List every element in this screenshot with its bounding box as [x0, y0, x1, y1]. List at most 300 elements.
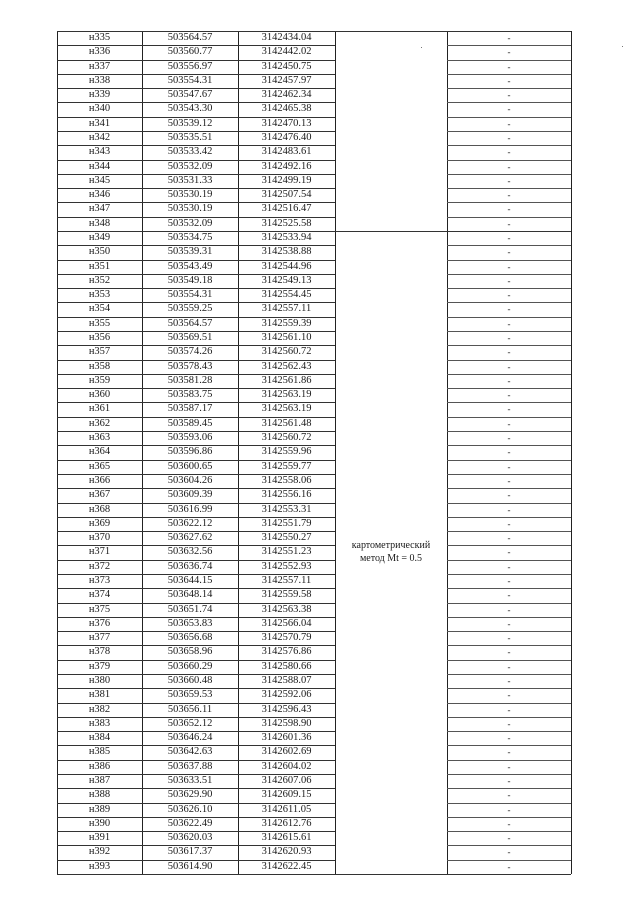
x-coordinate-cell: 503549.18 — [167, 274, 213, 286]
point-id-cell: н387 — [88, 774, 111, 786]
y-coordinate-cell: 3142557.11 — [261, 574, 312, 586]
point-id-cell: н354 — [88, 303, 111, 315]
accuracy-cell: - — [507, 618, 511, 629]
row-rule — [447, 331, 571, 332]
x-coordinate-cell: 503651.74 — [167, 603, 213, 615]
y-coordinate-cell: 3142560.72 — [261, 346, 312, 358]
accuracy-cell: - — [507, 390, 511, 401]
row-rule — [57, 845, 335, 846]
row-rule — [447, 717, 571, 718]
point-id-cell: н343 — [88, 146, 111, 158]
point-id-cell: н368 — [88, 503, 111, 515]
row-rule — [57, 474, 335, 475]
row-rule — [447, 417, 571, 418]
row-rule — [447, 774, 571, 775]
y-coordinate-cell: 3142442.02 — [261, 46, 312, 58]
row-rule — [447, 374, 571, 375]
point-id-cell: н352 — [88, 274, 111, 286]
row-rule — [447, 760, 571, 761]
x-coordinate-cell: 503633.51 — [167, 774, 213, 786]
y-coordinate-cell: 3142499.19 — [261, 174, 312, 186]
row-rule — [447, 745, 571, 746]
accuracy-cell: - — [507, 790, 511, 801]
accuracy-cell: - — [507, 747, 511, 758]
x-coordinate-cell: 503656.11 — [167, 703, 213, 715]
point-id-cell: н370 — [88, 532, 111, 544]
row-rule — [447, 131, 571, 132]
accuracy-cell: - — [507, 690, 511, 701]
row-rule — [447, 731, 571, 732]
scan-speck — [421, 47, 422, 48]
accuracy-cell: - — [507, 261, 511, 272]
y-coordinate-cell: 3142563.19 — [261, 403, 312, 415]
x-coordinate-cell: 503609.39 — [167, 489, 213, 501]
x-coordinate-cell: 503629.90 — [167, 789, 213, 801]
row-rule — [447, 603, 571, 604]
x-coordinate-cell: 503589.45 — [167, 417, 213, 429]
x-coordinate-cell: 503659.53 — [167, 689, 213, 701]
row-rule — [57, 460, 335, 461]
row-rule — [447, 202, 571, 203]
row-rule — [57, 803, 335, 804]
accuracy-cell: - — [507, 433, 511, 444]
accuracy-cell: - — [507, 361, 511, 372]
point-id-cell: н348 — [88, 217, 111, 229]
y-coordinate-cell: 3142465.38 — [261, 103, 312, 115]
point-id-cell: н362 — [88, 417, 111, 429]
row-rule — [57, 760, 335, 761]
x-coordinate-cell: 503535.51 — [167, 132, 213, 144]
row-rule — [447, 88, 571, 89]
point-id-cell: н373 — [88, 574, 111, 586]
x-coordinate-cell: 503620.03 — [167, 832, 213, 844]
row-rule — [447, 160, 571, 161]
row-rule — [57, 517, 335, 518]
row-rule — [447, 574, 571, 575]
row-rule — [57, 131, 335, 132]
y-coordinate-cell: 3142602.69 — [261, 746, 312, 758]
x-coordinate-cell: 503532.09 — [167, 160, 213, 172]
y-coordinate-cell: 3142551.79 — [261, 517, 312, 529]
x-coordinate-cell: 503593.06 — [167, 432, 213, 444]
y-coordinate-cell: 3142450.75 — [261, 60, 312, 72]
y-coordinate-cell: 3142561.86 — [261, 374, 312, 386]
y-coordinate-cell: 3142556.16 — [261, 489, 312, 501]
accuracy-cell: - — [507, 833, 511, 844]
row-rule — [447, 788, 571, 789]
y-coordinate-cell: 3142612.76 — [261, 817, 312, 829]
row-rule — [447, 674, 571, 675]
accuracy-cell: - — [507, 104, 511, 115]
x-coordinate-cell: 503564.57 — [167, 317, 213, 329]
x-coordinate-cell: 503564.57 — [167, 32, 213, 43]
accuracy-cell: - — [507, 604, 511, 615]
column-divider — [335, 31, 336, 874]
point-id-cell: н376 — [88, 617, 111, 629]
accuracy-cell: - — [507, 547, 511, 558]
accuracy-cell: - — [507, 333, 511, 344]
x-coordinate-cell: 503556.97 — [167, 60, 213, 72]
x-coordinate-cell: 503632.56 — [167, 546, 213, 558]
y-coordinate-cell: 3142483.61 — [261, 146, 312, 158]
accuracy-cell: - — [507, 304, 511, 315]
point-id-cell: н381 — [88, 689, 111, 701]
point-id-cell: н360 — [88, 389, 111, 401]
accuracy-cell: - — [507, 818, 511, 829]
y-coordinate-cell: 3142559.39 — [261, 317, 312, 329]
x-coordinate-cell: 503653.83 — [167, 617, 213, 629]
y-coordinate-cell: 3142596.43 — [261, 703, 312, 715]
point-id-cell: н369 — [88, 517, 111, 529]
accuracy-cell: - — [507, 290, 511, 301]
accuracy-cell: - — [507, 404, 511, 415]
row-rule — [447, 117, 571, 118]
row-rule — [447, 74, 571, 75]
y-coordinate-cell: 3142434.04 — [261, 32, 312, 43]
y-coordinate-cell: 3142611.05 — [261, 803, 312, 815]
accuracy-cell: - — [507, 590, 511, 601]
row-rule — [57, 202, 335, 203]
y-coordinate-cell: 3142566.04 — [261, 617, 312, 629]
y-coordinate-cell: 3142550.27 — [261, 532, 312, 544]
row-rule — [447, 617, 571, 618]
point-id-cell: н335 — [88, 32, 111, 43]
row-rule — [447, 503, 571, 504]
row-rule — [57, 274, 335, 275]
point-id-cell: н375 — [88, 603, 111, 615]
accuracy-cell: - — [507, 504, 511, 515]
y-coordinate-cell: 3142607.06 — [261, 774, 312, 786]
x-coordinate-cell: 503660.48 — [167, 674, 213, 686]
x-coordinate-cell: 503533.42 — [167, 146, 213, 158]
point-id-cell: н345 — [88, 174, 111, 186]
x-coordinate-cell: 503581.28 — [167, 374, 213, 386]
row-rule — [57, 831, 335, 832]
x-coordinate-cell: 503614.90 — [167, 860, 213, 872]
point-id-cell: н367 — [88, 489, 111, 501]
row-rule — [57, 717, 335, 718]
y-coordinate-cell: 3142553.31 — [261, 503, 312, 515]
x-coordinate-cell: 503547.67 — [167, 89, 213, 101]
x-coordinate-cell: 503617.37 — [167, 846, 213, 858]
accuracy-cell: - — [507, 233, 511, 244]
y-coordinate-cell: 3142580.66 — [261, 660, 312, 672]
y-coordinate-cell: 3142492.16 — [261, 160, 312, 172]
x-coordinate-cell: 503530.19 — [167, 189, 213, 201]
x-coordinate-cell: 503627.62 — [167, 532, 213, 544]
row-rule — [447, 60, 571, 61]
row-rule — [57, 188, 335, 189]
row-rule — [57, 388, 335, 389]
y-coordinate-cell: 3142592.06 — [261, 689, 312, 701]
row-rule — [57, 531, 335, 532]
point-id-cell: н390 — [88, 817, 111, 829]
x-coordinate-cell: 503648.14 — [167, 589, 213, 601]
row-rule — [447, 317, 571, 318]
accuracy-cell: - — [507, 118, 511, 129]
x-coordinate-cell: 503574.26 — [167, 346, 213, 358]
row-rule — [447, 560, 571, 561]
row-rule — [57, 788, 335, 789]
point-id-cell: н350 — [88, 246, 111, 258]
table-border-right — [571, 31, 572, 874]
accuracy-cell: - — [507, 218, 511, 229]
row-rule — [57, 45, 335, 46]
accuracy-cell: - — [507, 161, 511, 172]
y-coordinate-cell: 3142558.06 — [261, 474, 312, 486]
point-id-cell: н351 — [88, 260, 111, 272]
row-rule — [447, 860, 571, 861]
x-coordinate-cell: 503622.12 — [167, 517, 213, 529]
x-coordinate-cell: 503596.86 — [167, 446, 213, 458]
row-rule — [57, 402, 335, 403]
row-rule — [57, 503, 335, 504]
row-rule — [447, 288, 571, 289]
y-coordinate-cell: 3142563.38 — [261, 603, 312, 615]
accuracy-cell: - — [507, 47, 511, 58]
point-id-cell: н379 — [88, 660, 111, 672]
point-id-cell: н389 — [88, 803, 111, 815]
row-rule — [57, 674, 335, 675]
point-id-cell: н384 — [88, 732, 111, 744]
y-coordinate-cell: 3142559.77 — [261, 460, 312, 472]
x-coordinate-cell: 503532.09 — [167, 217, 213, 229]
row-rule — [447, 488, 571, 489]
point-id-cell: н393 — [88, 860, 111, 872]
y-coordinate-cell: 3142559.58 — [261, 589, 312, 601]
accuracy-cell: - — [507, 75, 511, 86]
row-rule — [447, 817, 571, 818]
row-rule — [447, 660, 571, 661]
x-coordinate-cell: 503658.96 — [167, 646, 213, 658]
point-id-cell: н366 — [88, 474, 111, 486]
y-coordinate-cell: 3142588.07 — [261, 674, 312, 686]
accuracy-cell: - — [507, 733, 511, 744]
accuracy-cell: - — [507, 247, 511, 258]
row-rule — [57, 617, 335, 618]
accuracy-cell: - — [507, 147, 511, 158]
x-coordinate-cell: 503652.12 — [167, 717, 213, 729]
x-coordinate-cell: 503531.33 — [167, 174, 213, 186]
x-coordinate-cell: 503534.75 — [167, 232, 213, 244]
accuracy-cell: - — [507, 461, 511, 472]
y-coordinate-cell: 3142620.93 — [261, 846, 312, 858]
y-coordinate-cell: 3142576.86 — [261, 646, 312, 658]
y-coordinate-cell: 3142615.61 — [261, 832, 312, 844]
point-id-cell: н388 — [88, 789, 111, 801]
row-rule — [447, 102, 571, 103]
row-rule — [57, 345, 335, 346]
accuracy-cell: - — [507, 375, 511, 386]
row-rule — [57, 874, 571, 875]
row-rule — [57, 645, 335, 646]
accuracy-cell: - — [507, 61, 511, 72]
row-rule — [447, 460, 571, 461]
row-rule — [57, 174, 335, 175]
point-id-cell: н377 — [88, 632, 111, 644]
accuracy-cell: - — [507, 347, 511, 358]
coordinates-table — [57, 31, 571, 874]
accuracy-cell: - — [507, 804, 511, 815]
row-rule — [447, 45, 571, 46]
row-rule — [57, 688, 335, 689]
y-coordinate-cell: 3142563.19 — [261, 389, 312, 401]
point-id-cell: н341 — [88, 117, 111, 129]
point-id-cell: н391 — [88, 832, 111, 844]
x-coordinate-cell: 503530.19 — [167, 203, 213, 215]
x-coordinate-cell: 503656.68 — [167, 632, 213, 644]
x-coordinate-cell: 503642.63 — [167, 746, 213, 758]
point-id-cell: н378 — [88, 646, 111, 658]
row-rule — [57, 445, 335, 446]
row-rule — [447, 302, 571, 303]
y-coordinate-cell: 3142561.48 — [261, 417, 312, 429]
row-rule — [57, 145, 335, 146]
y-coordinate-cell: 3142549.13 — [261, 274, 312, 286]
y-coordinate-cell: 3142598.90 — [261, 717, 312, 729]
x-coordinate-cell: 503559.25 — [167, 303, 213, 315]
x-coordinate-cell: 503539.12 — [167, 117, 213, 129]
point-id-cell: н386 — [88, 760, 111, 772]
accuracy-cell: - — [507, 175, 511, 186]
point-id-cell: н344 — [88, 160, 111, 172]
row-rule — [447, 645, 571, 646]
row-rule — [57, 774, 335, 775]
point-id-cell: н380 — [88, 674, 111, 686]
point-id-cell: н342 — [88, 132, 111, 144]
y-coordinate-cell: 3142561.10 — [261, 332, 312, 344]
x-coordinate-cell: 503600.65 — [167, 460, 213, 472]
y-coordinate-cell: 3142507.54 — [261, 189, 312, 201]
point-id-cell: н340 — [88, 103, 111, 115]
y-coordinate-cell: 3142544.96 — [261, 260, 312, 272]
row-rule — [57, 302, 335, 303]
point-id-cell: н392 — [88, 846, 111, 858]
row-rule — [57, 288, 335, 289]
row-rule — [447, 360, 571, 361]
y-coordinate-cell: 3142552.93 — [261, 560, 312, 572]
point-id-cell: н364 — [88, 446, 111, 458]
x-coordinate-cell: 503560.77 — [167, 46, 213, 58]
y-coordinate-cell: 3142601.36 — [261, 732, 312, 744]
accuracy-cell: - — [507, 675, 511, 686]
row-rule — [57, 360, 335, 361]
accuracy-cell: - — [507, 647, 511, 658]
point-id-cell: н347 — [88, 203, 111, 215]
x-coordinate-cell: 503616.99 — [167, 503, 213, 515]
row-rule — [57, 74, 335, 75]
y-coordinate-cell: 3142622.45 — [261, 860, 312, 872]
row-rule — [57, 817, 335, 818]
accuracy-cell: - — [507, 33, 511, 43]
accuracy-cell: - — [507, 861, 511, 872]
accuracy-cell: - — [507, 190, 511, 201]
point-id-cell: н338 — [88, 74, 111, 86]
accuracy-cell: - — [507, 561, 511, 572]
point-id-cell: н385 — [88, 746, 111, 758]
row-rule — [447, 831, 571, 832]
point-id-cell: н382 — [88, 703, 111, 715]
row-rule — [57, 431, 335, 432]
y-coordinate-cell: 3142525.58 — [261, 217, 312, 229]
point-id-cell: н371 — [88, 546, 111, 558]
x-coordinate-cell: 503543.49 — [167, 260, 213, 272]
row-rule — [57, 660, 335, 661]
row-rule — [447, 474, 571, 475]
row-rule — [447, 388, 571, 389]
y-coordinate-cell: 3142457.97 — [261, 74, 312, 86]
y-coordinate-cell: 3142562.43 — [261, 360, 312, 372]
row-rule — [57, 588, 335, 589]
point-id-cell: н349 — [88, 232, 111, 244]
method-line-2: метод Mt = 0.5 — [359, 553, 423, 564]
row-rule — [447, 545, 571, 546]
row-rule — [447, 245, 571, 246]
row-rule — [57, 217, 335, 218]
y-coordinate-cell: 3142609.15 — [261, 789, 312, 801]
point-id-cell: н365 — [88, 460, 111, 472]
row-rule — [447, 703, 571, 704]
row-rule — [447, 803, 571, 804]
row-rule — [57, 703, 335, 704]
row-rule — [57, 545, 335, 546]
point-id-cell: н383 — [88, 717, 111, 729]
y-coordinate-cell: 3142560.72 — [261, 432, 312, 444]
row-rule — [447, 188, 571, 189]
point-id-cell: н353 — [88, 289, 111, 301]
row-rule — [447, 588, 571, 589]
row-rule — [57, 603, 335, 604]
row-rule — [447, 174, 571, 175]
accuracy-cell: - — [507, 575, 511, 586]
point-id-cell: н372 — [88, 560, 111, 572]
y-coordinate-cell: 3142533.94 — [261, 232, 312, 244]
scan-speck — [622, 46, 623, 47]
row-rule — [57, 31, 571, 32]
row-rule — [447, 260, 571, 261]
x-coordinate-cell: 503578.43 — [167, 360, 213, 372]
row-rule — [57, 231, 571, 232]
x-coordinate-cell: 503660.29 — [167, 660, 213, 672]
x-coordinate-cell: 503604.26 — [167, 474, 213, 486]
row-rule — [57, 745, 335, 746]
point-id-cell: н363 — [88, 432, 111, 444]
row-rule — [447, 217, 571, 218]
point-id-cell: н339 — [88, 89, 111, 101]
row-rule — [447, 145, 571, 146]
y-coordinate-cell: 3142538.88 — [261, 246, 312, 258]
point-id-cell: н357 — [88, 346, 111, 358]
y-coordinate-cell: 3142570.79 — [261, 632, 312, 644]
row-rule — [57, 731, 335, 732]
accuracy-cell: - — [507, 847, 511, 858]
row-rule — [57, 317, 335, 318]
row-rule — [447, 531, 571, 532]
accuracy-cell: - — [507, 633, 511, 644]
row-rule — [447, 631, 571, 632]
point-id-cell: н355 — [88, 317, 111, 329]
accuracy-cell: - — [507, 761, 511, 772]
point-id-cell: н374 — [88, 589, 111, 601]
row-rule — [447, 845, 571, 846]
row-rule — [57, 245, 335, 246]
accuracy-cell: - — [507, 518, 511, 529]
point-id-cell: н337 — [88, 60, 111, 72]
point-id-cell: н359 — [88, 374, 111, 386]
accuracy-cell: - — [507, 490, 511, 501]
row-rule — [57, 574, 335, 575]
x-coordinate-cell: 503554.31 — [167, 289, 213, 301]
